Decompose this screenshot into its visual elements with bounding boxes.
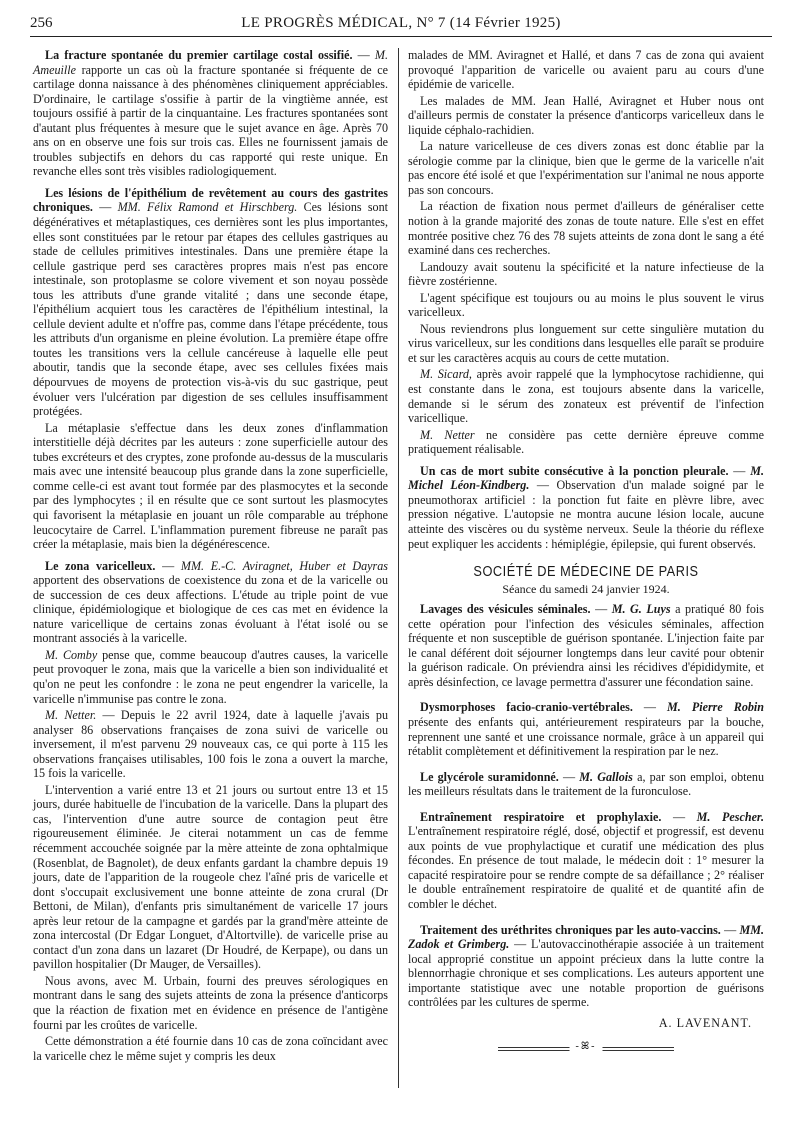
- speaker-name: M. Comby: [45, 647, 98, 662]
- journal-title: LE PROGRÈS MÉDICAL, N° 7 (14 Février 1925): [241, 15, 561, 31]
- article-title: Lavages des vésicules séminales.: [420, 602, 591, 617]
- ornamental-rule: [408, 1038, 764, 1058]
- article-title: Les lésions de l'épithélium de revêtement au cours des gastrites chroniques.: [33, 185, 388, 215]
- ornament-icon: -ꕤ-: [570, 1040, 603, 1055]
- column-divider: [398, 48, 399, 1088]
- article-body: apportent des observations de coexistence du zona et de la varicelle ou de succession de ces deux affections. L'étude au triple point de vue clinique, épidémiologique et biologique de ces cas met en évidence la nature varicellique de certains zonas évoluant à l'état isolé ou se montrant associés à la varicelle.: [33, 573, 388, 646]
- paragraph: M. Comby pense que, comme beaucoup d'autres causes, la varicelle peut provoquer le zona, mais que la varicelle a bien son individualité et qu'on ne peut les confondre : le zona ne peut engendrer la varicelle, la varicelle n'immunise pas contre le zona.: [33, 647, 388, 706]
- article-zona: Le zona varicelleux. — MM. E.-C. Aviragnet, Huber et Dayras apportent des observations de coexistence du zona et de la varicelle ou de succession de ces deux affections. L'étude au triple point de vue clinique, épidémiologique et biologique de ces cas met en évidence la nature varicellique de certains zonas évoluant à l'état isolé ou se montrant associés à la varicelle.: [33, 558, 389, 646]
- article-author: M. Pierre Robin: [667, 700, 765, 715]
- paragraph: La réaction de fixation nous permet d'ailleurs de généraliser cette notion à la grande majorité des zonas de toute nature. Elle s'est en effet montrée positive chez 76 des 78 sujets atteints de zona dont le sang a été examiné dans ces recherches.: [408, 199, 764, 258]
- article-title: Le zona varicelleux.: [45, 558, 156, 573]
- article-body: L'entraînement respiratoire réglé, dosé, objectif et progressif, est devenu aux points de vue prophylactique et curatif une médication des plus fécondes. En présence de tout malade, le médecin doit : 1° mesurer la capacité respiratoire pour se rendre compte de sa défaillance ; 2° réaliser le double entraînement respiratoire de qualité et de quantité afin de combler le déchet.: [408, 824, 764, 911]
- paragraph: Landouzy avait soutenu la spécificité et la nature infectieuse de la fièvre zostérienne.: [408, 259, 764, 289]
- article-author: MM. Félix Ramond et Hirschberg.: [117, 200, 298, 215]
- paragraph: Nous avons, avec M. Urbain, fourni des preuves sérologiques en montrant dans le sang des sujets atteints de zona la présence d'anticorps que la réaction de fixation met en évidence en présence de l'antigène fourni par les croûtes de varicelle.: [33, 973, 388, 1032]
- speaker-name: M. Sicard,: [420, 367, 472, 382]
- article-body: rapporte un cas où la fracture spontanée si fréquente de ce cartilage donna naissance à des phénomènes cliniquement appréciables. D'ordinaire, le cartilage s'ossifie à partir de la vingtième année, est toujours ossifié à partir de la cinquantaine. Les fractures spontanées sont d'autant plus fréquentes à mesure que le sujet avance en âge. Après 70 ans on en observe une fois sur trois cas. Elles ne fournissent jamais de troubles subjectifs en dehors du cas rapporté qui reste unique. En revanche elles sont très visibles radiologiquement.: [33, 62, 388, 179]
- paragraph: L'agent spécifique est toujours ou au moins le plus souvent le virus varicelleux.: [408, 290, 764, 320]
- speaker-name: M. Netter: [420, 427, 475, 442]
- article-title: Le glycérole suramidonné.: [420, 769, 559, 784]
- article-body: Ces lésions sont dégénératives et métaplastiques, ces dernières sont les plus importantes, elles sont constituées par le retour par étapes des cellules gastriques au stade de cellules primitives intestinales. Dans une première étape la cellule gastrique perd ses caractères propres mais n'est pas encore intestinale, son protoplasme se colore vivement et son noyau possède tous les attributs d'une grande vitalité ; dans une seconde étape, l'épithélium acquiert tous les caractères de l'épithélium intestinal, la cellule devient adulte et n'offre pas, comme dans l'étape précédente, tous les attributs d'un organisme en pleine évolution. La première étape offre toutes les transitions vers la cellule cancéreuse à laquelle elle peut aboutir, tandis que la seconde étape, avec ses cellules fixées mais dépourvues de moyens de protection vis-à-vis du suc gastrique, peut évoluer vers l'ulcération par digestion de ses cellules insuffisamment protégées.: [33, 200, 389, 419]
- article-urethritis: Traitement des uréthrites chroniques par les auto-vaccins. — MM. Zadok et Grimberg. — L'autovaccinothérapie associée à un traitement local approprié constitue un appoint précieux dans la lutte contre la blennorrhagie chronique et ses complications. Les auteurs apportent une importante statistique avec une notable proportion de guérisons contrôlées par les cultures de sperme.: [408, 922, 765, 1010]
- paragraph: Nous reviendrons plus longuement sur cette singulière mutation du virus varicelleux, sur les conditions dans lesquelles elle paraît se produire et sur les caractères acquis au cours de cette mutation.: [408, 321, 764, 365]
- paragraph: M. Sicard, après avoir rappelé que la lymphocytose rachidienne, qui est constante dans le zona, est toujours absente dans la varicelle, demande si le sérum des zonateux est préventif de l'infection varicellique.: [408, 367, 764, 426]
- running-header: [30, 14, 772, 37]
- article-body: Observation d'un malade soigné par le pneumothorax artificiel : la ponction fut faite en plèvre libre, avec pression négative. L'autopsie ne montra aucune lésion locale, aucune atteinte des viscères ou du système nerveux. Seule la théorie du réflexe peut expliquer les accidents : hémiplégie, épilepsie, qui furent observés.: [408, 478, 764, 551]
- speaker-name: M. Netter.: [45, 708, 97, 723]
- article-title: Un cas de mort subite consécutive à la ponction pleurale.: [420, 463, 729, 478]
- page-number: 256: [30, 15, 53, 31]
- left-column: [33, 48, 388, 1065]
- article-author: M. Pescher.: [696, 809, 764, 824]
- article-author: M. Michel Léon-Kindberg.: [408, 463, 764, 493]
- paragraph: M. Netter. — Depuis le 22 avril 1924, date à laquelle j'avais pu analyser 86 observations françaises de zona suivi de varicelle ou inversement, il m'est parvenu 29 nouveaux cas, ce qui porte à 115 les observations françaises utilisables, 100 fois le zona a ouvert la marche, 15 fois la varicelle.: [33, 708, 388, 781]
- article-author: MM. Zadok et Grimberg.: [408, 922, 765, 952]
- article-author: M. Ameuille: [33, 48, 389, 77]
- paragraph: M. Netter ne considère pas cette dernière épreuve comme pratiquement réalisable.: [408, 427, 764, 457]
- article-body: présente des enfants qui, antérieurement respirateurs par la bouche, reprennent une santé et une croissance normale, grâce à un appareil qui rétablit complètement et définitivement la respiration par le nez.: [408, 714, 764, 759]
- article-body: a pratiqué 80 fois cette opération pour l'infection des vésicules séminales, affection fréquente et non susceptible de guérison spontanée. L'injection faite par le canal déférent doit séjourner longtemps dans leur cavité pour obtenir la guérison radicale. On préviendra ainsi les récidives d'épididymite, et après désinfection, ce lavage permettra d'assurer une fécondation saine.: [408, 602, 765, 689]
- article-author: MM. E.-C. Aviragnet, Huber et Dayras: [180, 558, 389, 573]
- article-title: La fracture spontanée du premier cartilage costal ossifié.: [45, 48, 353, 62]
- article-respiratory-training: Entraînement respiratoire et prophylaxie. — M. Pescher. L'entraînement respiratoire réglé, dosé, objectif et progressif, est devenu aux points de vue prophylactique et curatif une médication des plus fécondes. En présence de tout malade, le médecin doit : 1° mesurer la capacité respiratoire pour se rendre compte de sa défaillance ; 2° réaliser le double entraînement respiratoire de qualité et de quantité afin de combler le déchet.: [408, 809, 764, 911]
- signature: A. LAVENANT.: [658, 1015, 752, 1030]
- article-gastritis: Les lésions de l'épithélium de revêtement au cours des gastrites chroniques. — MM. Félix Ramond et Hirschberg. Ces lésions sont dégénératives et métaplastiques, ces dernières sont les plus importantes, elles sont constituées par le retour par étapes des cellules gastriques au stade de cellules primitives intestinales. Dans une première étape la cellule gastrique perd ses caractères propres mais n'est pas encore intestinale, son protoplasme se colore vivement et son noyau possède tous les attributs d'une grande vitalité ; dans une seconde étape, l'épithélium acquiert tous les caractères de l'épithélium intestinal, la cellule devient adulte et n'offre pas, comme dans l'étape précédente, tous les attributs d'un organisme en pleine évolution. La première étape offre toutes les transitions vers la cellule cancéreuse à laquelle elle peut aboutir, tandis que la seconde étape, avec ses cellules fixées mais dépourvues de moyens de protection vis-à-vis du suc gastrique, peut évoluer vers l'ulcération par digestion de ses cellules insuffisamment protégées.: [33, 185, 389, 419]
- paragraph: Cette démonstration a été fournie dans 10 cas de zona coïncidant avec la varicelle chez le même sujet y compris les deux: [33, 1034, 388, 1063]
- article-costal-cartilage: La fracture spontanée du premier cartilage costal ossifié. — M. Ameuille rapporte un cas où la fracture spontanée si fréquente de ce cartilage donna naissance à des phénomènes cliniquement appréciables. D'ordinaire, le cartilage s'ossifie à partir de la vingtième année, est toujours ossifié à partir de la cinquantaine. Les fractures spontanées sont d'autant plus fréquentes à mesure que le sujet avance en âge. Après 70 ans on en observe une fois sur trois cas. Elles ne fournissent jamais de troubles subjectifs en dehors du cas rapporté qui reste unique. En revanche elles sont très visibles radiologiquement.: [33, 48, 389, 179]
- article-sudden-death: Un cas de mort subite consécutive à la ponction pleurale. — M. Michel Léon-Kindberg. — Observation d'un malade soigné par le pneumothorax artificiel : la ponction fut faite en plèvre libre, avec pression négative. L'autopsie ne montra aucune lésion locale, aucune atteinte des viscères ou du système nerveux. Seule la théorie du réflexe peut expliquer les accidents : hémiplégie, épilepsie, qui furent observés.: [408, 463, 764, 551]
- article-author: M. G. Luys: [611, 602, 671, 617]
- article-author: M. Gallois: [579, 769, 633, 784]
- paragraph: Les malades de MM. Jean Hallé, Aviragnet et Huber nous ont d'ailleurs permis de constater la présence d'anticorps varicelleux dans le liquide céphalo-rachidien.: [408, 93, 764, 137]
- article-dysmorphoses: Dysmorphoses facio-cranio-vertébrales. — M. Pierre Robin présente des enfants qui, antérieurement respirateurs par la bouche, reprennent une santé et une croissance normale, grâce à un appareil qui rétablit complètement et définitivement la respiration par le nez.: [408, 700, 765, 759]
- article-seminal-vesicles: Lavages des vésicules séminales. — M. G. Luys a pratiqué 80 fois cette opération pour l'infection des vésicules séminales, affection fréquente et non susceptible de guérison spontanée. L'injection faite par le canal déférent doit séjourner longtemps dans leur cavité pour obtenir la guérison radicale. On préviendra ainsi les récidives d'épididymite, et après désinfection, ce lavage permettra d'assurer une fécondation saine.: [408, 602, 765, 689]
- society-heading: SOCIÉTÉ DE MÉDECINE DE PARIS: [473, 564, 699, 581]
- paragraph: L'intervention a varié entre 13 et 21 jours ou surtout entre 13 et 15 jours, durée habituelle de l'incubation de la varicelle. Dans la plupart des cas, l'intervention d'une autre source de contagion peut être rigoureusement éliminée. Je citerai notamment un cas de femme récemment accouchée soignée par la mère atteinte de zona ophtalmique (Rosenblat, de Bagnolet), de deux enfants gardant la chambre depuis 19 jours, date de l'apparition de la rougeole chez l'aîné pris de varicelle et dont s'occupait exclusivement une bonne atteinte de zona crural (Dr Bettoni, de Milan), d'enfants pris simultanément de varicelle 17 jours après leur retour de la campagne et gardés par la grand'mère atteinte de zona intercostal (Dr Edgar Longuet, d'Altortville). de varicelle prise au contact d'un zona dans un lazaret (Dr Houdré, de Kerpape), ou dans un pavillon hospitalier (Dr Mauger, de Versailles).: [33, 782, 388, 972]
- paragraph: La nature varicelleuse de ces divers zonas est donc établie par la sérologie comme par la clinique, bien que le germe de la varicelle n'ait pas encore été isolé et que l'expérimentation sur l'animal ne nous apporte pas son concours.: [408, 139, 764, 197]
- paragraph: malades de MM. Aviragnet et Hallé, et dans 7 cas de zona qui avaient provoqué l'apparition de varicelle ou avaient paru au cours d'une épidémie de varicelle.: [408, 48, 764, 92]
- session-date: Séance du samedi 24 janvier 1924.: [502, 581, 670, 596]
- paragraph: La métaplasie s'effectue dans les deux zones d'inflammation interstitielle déjà décrites par les auteurs : zone superficielle autour des tubes excréteurs et des cryptes, zone profonde au-dessus de la muscularis mais avec une intensité beaucoup plus grande dans la zone superficielle, comme celle-ci est avant tout formée par des plasmocytes et la seconde par des lymphocytes ; il en résulte que ce sont surtout les plasmocytes qui favorisent la métaplasie en jouant un rôle comparable au tréphone leucocytaire de Carrel. L'inflammation purement fibreuse ne paraît pas créer la métaplasie, mais bien la dégénérescence.: [33, 420, 388, 552]
- article-title: Entraînement respiratoire et prophylaxie.: [420, 809, 662, 824]
- right-column: [408, 48, 764, 1058]
- article-body: a, par son emploi, obtenu les meilleurs résultats dans le traitement de la furonculose.: [408, 769, 764, 799]
- article-title: Traitement des uréthrites chroniques par les auto-vaccins.: [420, 922, 721, 937]
- article-glycerole: Le glycérole suramidonné. — M. Gallois a, par son emploi, obtenu les meilleurs résultats dans le traitement de la furonculose.: [408, 769, 764, 799]
- article-body: L'autovaccinothérapie associée à un traitement local approprié constitue un appoint précieux dans la lutte contre la blennorrhagie chronique et ses complications. Les auteurs apportent une importante statistique avec une notable proportion de guérisons contrôlées par les cultures de sperme.: [408, 937, 765, 1010]
- article-title: Dysmorphoses facio-cranio-vertébrales.: [420, 700, 633, 715]
